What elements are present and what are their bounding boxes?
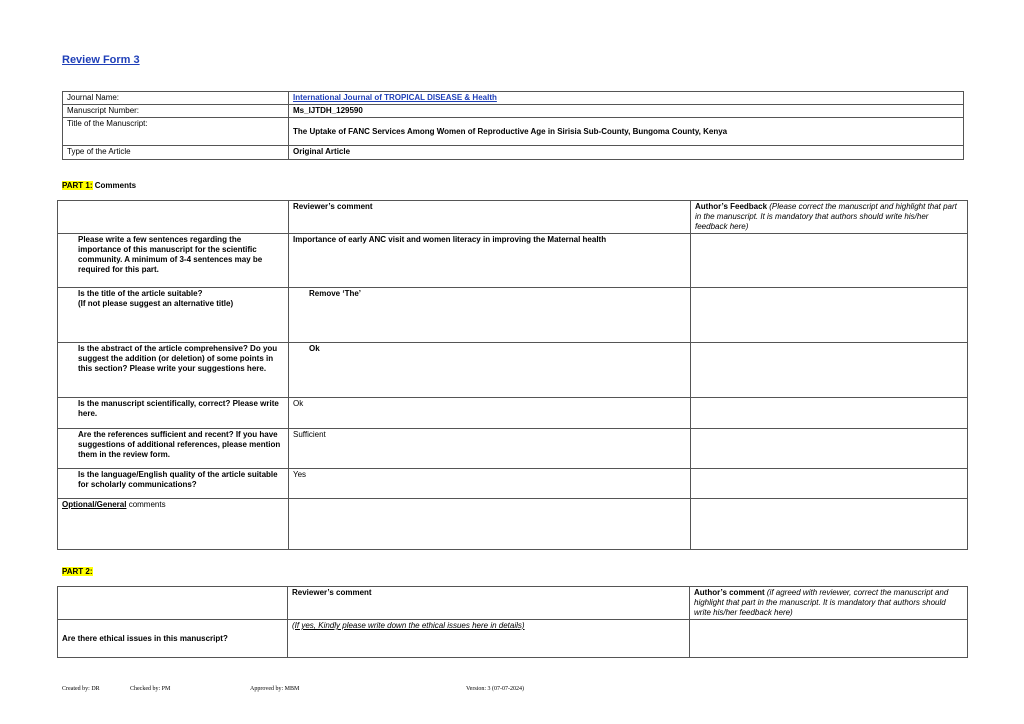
question-ethical: Are there ethical issues in this manuscript? [58,620,288,658]
manuscript-number-label: Manuscript Number: [63,105,289,118]
comment-abstract: Ok [289,343,691,398]
part2-author-header-title: Author’s comment [694,588,765,597]
part2-header-blank [58,587,288,620]
comment-importance: Importance of early ANC visit and women literacy in improving the Maternal health [289,234,691,288]
part2-label: PART 2: [62,567,93,576]
footer-created: Created by: DR [62,686,100,692]
question-language: Is the language/English quality of the article suitable for scholarly communications? [58,469,289,499]
journal-name-label: Journal Name: [63,92,289,105]
part1-label: PART 1: [62,181,93,190]
footer-approved: Approved by: MBM [250,686,300,692]
comment-language: Yes [289,469,691,499]
article-type-value: Original Article [289,146,964,160]
manuscript-number-value: Ms_IJTDH_129590 [289,105,964,118]
author-feedback-cell[interactable] [691,288,968,343]
question-references: Are the references sufficient and recent? If you have suggestions of additional references, please mention them in the review form. [58,429,289,469]
author-feedback-cell[interactable] [691,398,968,429]
part1-author-header-title: Author’s Feedback [695,202,768,211]
part1-table [57,200,968,550]
author-feedback-cell[interactable] [691,429,968,469]
part2-author-header [690,587,968,620]
author-feedback-cell[interactable] [691,499,968,550]
form-title: Review Form 3 [62,54,140,66]
optional-comments-label [58,499,289,550]
author-feedback-cell[interactable] [691,343,968,398]
part1-author-header-note: (Please correct the manuscript and highlight that part in the manuscript. It is mandatory that authors should write his/her feedback here) [695,202,957,231]
article-type-label: Type of the Article [63,146,289,160]
author-feedback-cell[interactable] [691,234,968,288]
question-scientific: Is the manuscript scientifically, correct? Please write here. [58,398,289,429]
author-feedback-cell[interactable] [691,469,968,499]
comment-title: Remove ‘The’ [289,288,691,343]
journal-info-table [62,91,964,160]
part1-label-suffix: Comments [92,181,137,190]
comment-scientific: Ok [289,398,691,429]
author-comment-cell[interactable] [690,620,968,658]
manuscript-title-label: Title of the Manuscript: [63,118,289,146]
footer-version: Version: 3 (07-07-2024) [466,686,524,692]
question-abstract: Is the abstract of the article comprehensive? Do you suggest the addition (or deletion) of some points in this section? Please write your suggestions here. [58,343,289,398]
part1-author-header [691,201,968,234]
question-importance: Please write a few sentences regarding the importance of this manuscript for the scientific community. A minimum of 3-4 sentences may be required for this part. [58,234,289,288]
part2-table [57,586,968,658]
part2-author-header-note: (if agreed with reviewer, correct the manuscript and highlight that part in the manuscript. It is mandatory that authors should write his/her feedback here) [694,588,949,617]
journal-name-cell [289,92,964,105]
manuscript-title-value: The Uptake of FANC Services Among Women of Reproductive Age in Sirisia Sub-County, Bungoma County, Kenya [289,118,964,146]
part1-reviewer-header: Reviewer’s comment [289,201,691,234]
optional-general-label: Optional/General [62,500,127,509]
journal-name-link[interactable]: International Journal of TROPICAL DISEASE & Health [293,93,497,102]
comment-references: Sufficient [289,429,691,469]
question-title: Is the title of the article suitable? (If not please suggest an alternative title) [58,288,289,343]
part1-header-blank [58,201,289,234]
optional-comments-cell[interactable] [289,499,691,550]
part1-heading [62,181,136,190]
part2-heading [62,567,93,576]
footer-checked: Checked by: PM [130,686,171,692]
optional-comments-suffix: comments [126,500,166,509]
part2-reviewer-header: Reviewer’s comment [288,587,690,620]
comment-ethical: (If yes, Kindly please write down the ethical issues here in details) [288,620,690,658]
